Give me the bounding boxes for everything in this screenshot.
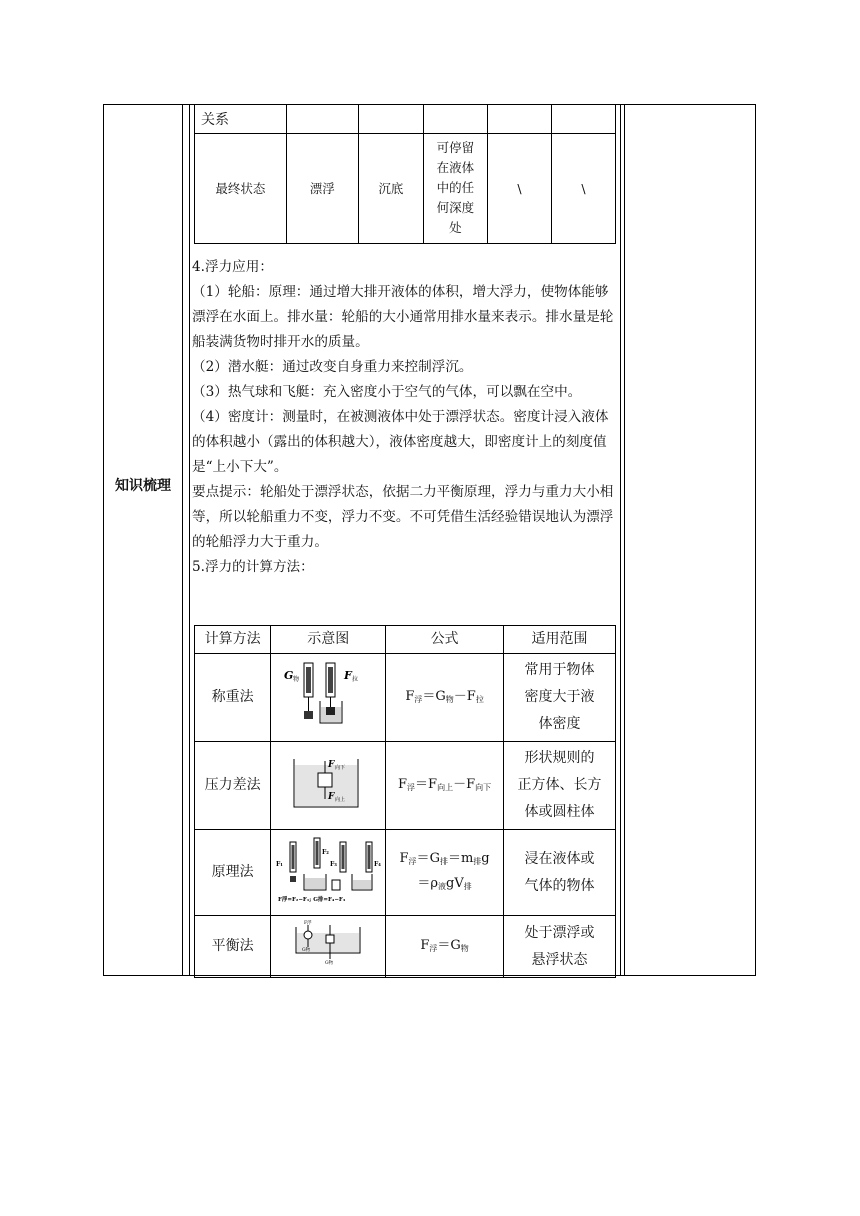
svg-text:向上: 向上 (335, 796, 346, 803)
balance-diagram (288, 919, 368, 965)
svg-text:F₁: F₁ (276, 860, 284, 868)
paragraph: （1）轮船：原理：通过增大排开液体的体积，增大浮力，使物体能够漂浮在水面上。排水量：轮船的大小通常用排水量来表示。排水量是轮船装满货物时排开水的质量。 (192, 284, 614, 350)
section-label: 知识梳理 (115, 478, 171, 494)
table-row (195, 830, 616, 916)
table-cell: 可停留 在液体 中的任 何深度 处 (423, 133, 487, 243)
table-cell: 关系 (195, 105, 287, 133)
svg-text:F₂: F₂ (322, 848, 330, 856)
formula: $F_浮=F_{向上}-F_{向下}$ (386, 742, 504, 830)
table-cell (551, 105, 615, 133)
section-heading: 4.浮力应用： (192, 259, 273, 275)
svg-text:F: F (328, 759, 335, 770)
method-name: 压力差法 (195, 742, 271, 830)
table-row (195, 916, 616, 978)
svg-text:F: F (344, 668, 353, 682)
table-cell (286, 105, 358, 133)
method-name: 称重法 (195, 654, 271, 742)
paragraph: （4）密度计：测量时，在被测液体中处于漂浮状态。密度计浸入液体的体积越小（露出的体积越大），液体密度越大，即密度计上的刻度值是“上小下大”。 (192, 409, 609, 475)
column-divider (624, 105, 625, 975)
table-cell (488, 105, 552, 133)
column-header: 适用范围 (503, 626, 615, 654)
state-table (194, 105, 616, 244)
svg-text:F₃: F₃ (330, 860, 338, 868)
scope-cell: 形状规则的 正方体、长方 体或圆柱体 (503, 742, 615, 830)
column-header: 公式 (386, 626, 504, 654)
table-cell: \ (551, 133, 615, 243)
formula: $F_浮=G_物-F_拉$ (386, 654, 504, 742)
svg-text:F浮: F浮 (304, 920, 312, 926)
svg-text:向下: 向下 (335, 764, 346, 771)
svg-text:拉: 拉 (352, 675, 359, 683)
column-divider (620, 105, 621, 975)
paragraph: （2）潜水艇：通过改变自身重力来控制浮沉。 (192, 359, 473, 375)
method-name: 平衡法 (195, 916, 271, 978)
section-heading: 5.浮力的计算方法： (192, 559, 314, 575)
principle-diagram (274, 832, 382, 904)
weighing-diagram (278, 657, 378, 729)
svg-text:G: G (284, 668, 294, 682)
scope-cell: 浸在液体或 气体的物体 (503, 830, 615, 916)
table-row (195, 742, 616, 830)
diagram-cell (271, 830, 386, 916)
table-cell (358, 105, 423, 133)
scope-cell: 处于漂浮或 悬浮状态 (503, 916, 615, 978)
table-cell: 沉底 (358, 133, 423, 243)
table-cell (423, 105, 487, 133)
diagram-cell (271, 916, 386, 978)
formula: $F_浮=G_物$ (386, 916, 504, 978)
table-cell: 漂浮 (286, 133, 358, 243)
method-table (194, 625, 616, 978)
diagram-cell (271, 654, 386, 742)
svg-text:F: F (328, 791, 335, 802)
paragraph: （3）热气球和飞艇：充入密度小于空气的气体，可以飘在空中。 (192, 384, 582, 400)
pressure-diagram (288, 751, 368, 811)
table-row (195, 654, 616, 742)
svg-text:物: 物 (293, 675, 300, 683)
svg-text:F₄: F₄ (374, 860, 382, 868)
section-4 (192, 255, 618, 580)
formula: $F_浮=G_排=m_排g$ $=\rho_液gV_排$ (386, 830, 504, 916)
method-name: 原理法 (195, 830, 271, 916)
table-cell: \ (488, 133, 552, 243)
outer-frame (103, 104, 756, 976)
column-header: 计算方法 (195, 626, 271, 654)
scope-cell: 常用于物体 密度大于液 体密度 (503, 654, 615, 742)
diagram-cell (271, 742, 386, 830)
column-divider (182, 105, 183, 975)
svg-text:F浮=F₂−F₁; G排=F₄−F₃: F浮=F₂−F₁; G排=F₄−F₃ (278, 896, 346, 903)
column-header: 示意图 (271, 626, 386, 654)
column-divider (189, 105, 190, 975)
svg-text:G物: G物 (302, 947, 311, 953)
table-cell: 最终状态 (195, 133, 287, 243)
svg-text:G物: G物 (325, 960, 334, 965)
paragraph: 要点提示：轮船处于漂浮状态，依据二力平衡原理，浮力与重力大小相等，所以轮船重力不变，浮力不变。不可凭借生活经验错误地认为漂浮的轮船浮力大于重力。 (192, 484, 614, 550)
